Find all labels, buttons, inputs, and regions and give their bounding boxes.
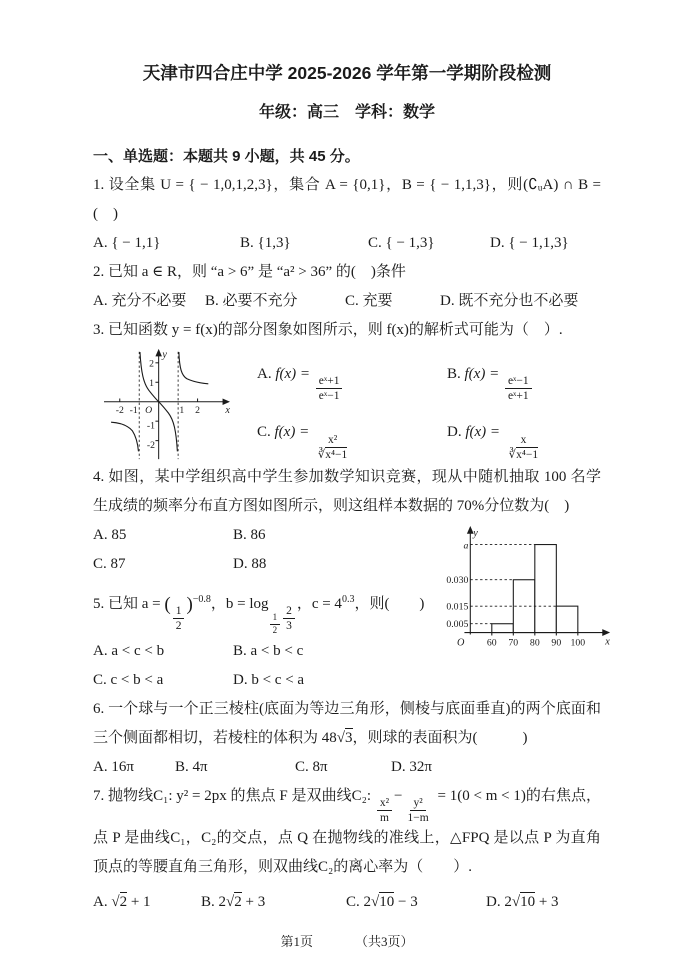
option-a: A. a < c < b bbox=[93, 642, 165, 659]
cube-root-sign: ∛ bbox=[508, 448, 517, 461]
exponent: 0.3 bbox=[341, 594, 355, 605]
hist-xtick-90: 90 bbox=[551, 637, 562, 649]
page-subtitle: 年级：高三 学科：数学 bbox=[258, 104, 435, 121]
option-d: D. 既不充分也不必要 bbox=[440, 293, 579, 309]
fraction: $\frac{\text{eˣ−1}}{\text{eˣ+1}}$ bbox=[505, 374, 532, 402]
cube-root-sign: ∛ bbox=[317, 448, 326, 461]
x-tick-2: 2 bbox=[195, 404, 200, 416]
question-7-options bbox=[93, 886, 601, 918]
log-base: 1 2 bbox=[269, 604, 282, 615]
sqrt-sign: √ bbox=[226, 894, 235, 911]
question-6-text: 6. 一个球与一个正三棱柱(底面为等边三角形，侧棱与底面垂直)的两个底面和三个侧面都相切，若棱柱的体积为 48√3，则球的表面积为( ) bbox=[93, 700, 601, 746]
question-2-text: 2. 已知 a ∈ R，则 “a > 6” 是 “a² > 36” 的( )条件 bbox=[93, 264, 406, 280]
question-1-text: 1. 设全集 U = { − 1,0,1,2,3}，集合 A = {0,1}，B = { − 1,1,3}，则(∁ᵤA) ∩ B =( ) bbox=[93, 177, 601, 222]
fraction: $\frac{\text{eˣ+1}}{\text{eˣ−1}}$ bbox=[316, 374, 343, 402]
left-paren: ( bbox=[164, 594, 171, 615]
option-a: A. 16π bbox=[93, 758, 134, 775]
sqrt-sign: √ bbox=[371, 894, 380, 911]
question-2-options bbox=[93, 287, 601, 316]
option-a: A. 85 bbox=[93, 527, 127, 543]
hist-xtick-80: 80 bbox=[529, 637, 540, 649]
hist-ylabel-015: 0.015 bbox=[446, 601, 469, 613]
question-5-options bbox=[93, 637, 393, 695]
x-axis-label: x bbox=[225, 404, 230, 416]
option-b: B. f(x) = $\frac{\text{eˣ−1}}{\text{eˣ+1}}$ bbox=[447, 364, 543, 402]
option-d: D. 2√10 + 3 bbox=[486, 894, 559, 911]
hist-xtick-60: 60 bbox=[486, 637, 497, 649]
option-c: C. c < b < a bbox=[93, 671, 164, 688]
fraction: $\frac{2}{3}$ bbox=[283, 604, 295, 632]
page-number: 第1页 bbox=[280, 934, 313, 950]
option-a: A. 充分不必要 bbox=[93, 293, 187, 309]
x-tick-neg2: -2 bbox=[115, 404, 124, 416]
option-d: D. 32π bbox=[391, 758, 432, 775]
hist-ylabel-a: a bbox=[463, 540, 469, 552]
option-b: B. a < b < c bbox=[233, 642, 304, 659]
page-footer bbox=[93, 932, 601, 952]
option-a: A. { − 1,1} bbox=[93, 235, 161, 251]
question-5-text: 5. 已知 a = ( $\frac{1}{2}$ )$^{-0.8}$，b = log $_{\frac{1}{2}}$ $\frac{2}{3}$ ，$c = 4^{0.3}$，则( ) bbox=[93, 594, 425, 635]
question-3-text: 3. 已知函数 y = f(x)的部分图象如图所示，则 f(x)的解析式可能为（ ）. bbox=[93, 322, 563, 338]
option-c: C. { − 1,3} bbox=[368, 235, 435, 251]
hist-y-axis-label: y bbox=[473, 527, 478, 539]
right-paren: ) bbox=[186, 594, 193, 615]
sqrt-sign: √ bbox=[511, 894, 521, 911]
page-title: 天津市四合庄中学 2025-2026 学年第一学期阶段检测 bbox=[142, 63, 552, 83]
fraction: $\frac{\text{y²}}{1-m}$ bbox=[407, 797, 429, 825]
hist-xtick-70: 70 bbox=[508, 637, 519, 649]
function-graph bbox=[101, 348, 233, 461]
hist-x-axis-label: x bbox=[605, 636, 610, 648]
option-c: C. 2√10 − 3 bbox=[346, 894, 418, 911]
sqrt-sign: √ bbox=[111, 894, 120, 911]
x-tick-neg1: -1 bbox=[129, 404, 138, 416]
histogram bbox=[439, 525, 615, 656]
question-6-options bbox=[93, 753, 601, 782]
question-7-text: 7. 抛物线C₁: y² = 2px 的焦点 F 是双曲线C₂: $\frac{\text{x²}}{m}$ − $\frac{\text{y²}}{1-m}$ = 1(0 < m < 1)的右焦点，点 P 是曲线C₁，C₂的交点，点 Q 在抛物线的准线上，△FPQ 是以点 P 为直角顶点的等腰直角三角形，则双曲线C₂的离心率为（ ）. bbox=[93, 787, 602, 876]
fraction: $\frac{1}{2}$ bbox=[173, 604, 185, 632]
option-b: B. 4π bbox=[175, 758, 208, 775]
option-d: D. b < c < a bbox=[233, 671, 305, 688]
radicand: 3 bbox=[345, 729, 353, 746]
x-tick-1: 1 bbox=[179, 404, 185, 416]
question-4-options bbox=[93, 521, 393, 579]
y-tick-1: 1 bbox=[149, 377, 155, 389]
option-a: A. √2 + 1 bbox=[93, 894, 151, 911]
question-4-5-block bbox=[93, 521, 610, 695]
hist-ylabel-005: 0.005 bbox=[446, 619, 469, 631]
page-total: （共3页） bbox=[355, 934, 414, 950]
question-1-options bbox=[93, 229, 601, 258]
y-tick-2: 2 bbox=[149, 358, 155, 370]
option-c: C. 87 bbox=[93, 556, 126, 572]
minus-sign: − bbox=[394, 787, 403, 804]
exponent: −0.8 bbox=[192, 594, 211, 605]
option-b: B. 86 bbox=[233, 527, 266, 543]
sqrt-sign: √ bbox=[336, 729, 345, 746]
y-axis-label: y bbox=[162, 349, 167, 361]
hist-ylabel-030: 0.030 bbox=[446, 575, 469, 587]
option-c: C. f(x) = $\frac{\text{x²}}{\text{∛x⁴−1}}$ bbox=[257, 422, 447, 460]
option-d: D. 88 bbox=[233, 556, 267, 572]
question-3-figure-row bbox=[93, 348, 601, 461]
option-d: D. { − 1,1,3} bbox=[490, 235, 569, 251]
y-tick-neg2: -2 bbox=[146, 440, 155, 452]
fraction: $\frac{x}{\text{∛x⁴−1}}$ bbox=[508, 433, 539, 461]
origin-label: O bbox=[145, 404, 153, 416]
hist-origin-label: O bbox=[457, 637, 465, 649]
hist-xtick-100: 100 bbox=[570, 637, 586, 649]
y-tick-neg1: -1 bbox=[146, 420, 155, 432]
fraction: $\frac{\text{x²}}{m}$ bbox=[377, 796, 392, 824]
section-heading: 一、单选题：本题共 9 小题，共 45 分。 bbox=[93, 148, 360, 165]
option-b: B. {1,3} bbox=[240, 235, 291, 251]
fraction: $\frac{\text{x²}}{\text{∛x⁴−1}}$ bbox=[317, 433, 348, 461]
option-c: C. 充要 bbox=[345, 293, 393, 309]
option-b: B. 必要不充分 bbox=[205, 293, 298, 309]
option-b: B. 2√2 + 3 bbox=[201, 894, 266, 911]
question-3-options bbox=[233, 348, 543, 461]
option-a: A. f(x) = $\frac{\text{eˣ+1}}{\text{eˣ−1}}$ bbox=[257, 364, 447, 402]
question-4-text: 4. 如图，某中学组织高中学生参加数学知识竞赛，现从中随机抽取 100 名学生成绩的频率分布直方图如图所示，则这组样本数据的 70%分位数为( ) bbox=[93, 469, 601, 514]
option-d: D. f(x) = $\frac{x}{\text{∛x⁴−1}}$ bbox=[447, 422, 543, 460]
option-c: C. 8π bbox=[295, 758, 328, 775]
